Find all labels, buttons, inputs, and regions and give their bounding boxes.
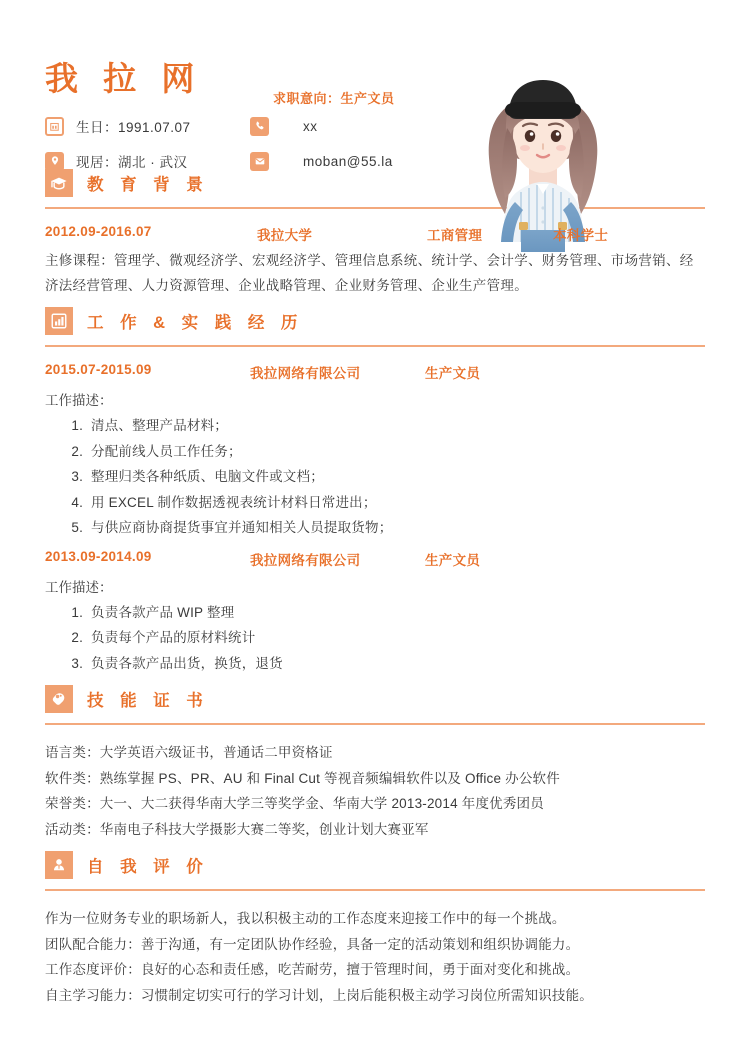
section-title-work: 工 作 & 实 践 经 历 <box>87 314 304 332</box>
work-desc-label: 工作描述： <box>45 393 113 408</box>
contact-birthday <box>45 116 250 136</box>
mouse-icon <box>45 685 73 713</box>
location-value: 现居：湖北 · 武汉 <box>76 155 188 170</box>
evaluation-line-intro: 作为一位财务专业的职场新人，我以积极主动的工作态度来迎接工作中的每一个挑战。 <box>45 911 566 926</box>
phone-value: xx <box>303 118 318 134</box>
calendar-icon <box>45 117 64 136</box>
work-entry-row <box>45 362 705 386</box>
work-entry <box>45 549 705 677</box>
phone-icon <box>250 117 269 136</box>
evaluation-line-attitude: 工作态度评价：良好的心态和责任感，吃苦耐劳，擅于管理时间，勇于面对变化和挑战。 <box>45 962 580 977</box>
education-period: 2012.09-2016.07 <box>45 224 152 239</box>
section-work <box>45 304 705 676</box>
education-degree: 本科学士 <box>553 228 609 243</box>
evaluation-line-teamwork: 团队配合能力：善于沟通，有一定团队协作经验，具备一定的活动策划和组织协调能力。 <box>45 936 580 952</box>
education-major: 工商管理 <box>427 228 483 243</box>
list-item: 5. 与供应商协商提货事宜并通知相关人员提取货物； <box>87 515 705 541</box>
work-desc-label: 工作描述： <box>45 579 113 595</box>
list-item: 3. 负责各款产品出货，换货，退货 <box>87 651 705 677</box>
section-title-evaluation: 自 我 评 价 <box>87 858 209 876</box>
section-body-work <box>45 360 705 676</box>
skill-line-software: 软件类：熟练掌握 PS、PR、AU 和 Final Cut 等视音频编辑软件以及 Office 办公软件 <box>45 770 560 786</box>
skill-line-activities: 活动类：华南电子科技大学摄影大赛二等奖，创业计划大赛亚军 <box>45 821 429 837</box>
section-header-skills <box>45 682 705 716</box>
skill-line-language: 语言类：大学英语六级证书，普通话二甲资格证 <box>45 745 333 760</box>
section-divider <box>45 345 705 347</box>
education-entry-row <box>45 224 705 248</box>
list-item: 3. 整理归类各种纸质、电脑文件或文档； <box>87 464 705 490</box>
work-task-list <box>45 413 705 541</box>
bar-chart-icon <box>45 307 73 335</box>
work-company: 我拉网络有限公司 <box>250 552 361 568</box>
birthday-value: 生日：1991.07.07 <box>76 120 191 135</box>
location-pin-icon <box>45 152 64 171</box>
work-company: 我拉网络有限公司 <box>250 366 361 381</box>
list-item: 4. 用 EXCEL 制作数据透视表统计材料日常进出； <box>87 490 705 516</box>
evaluation-line-learning: 自主学习能力：习惯制定切实可行的学习计划，上岗后能积极主动学习岗位所需知识技能。 <box>45 987 593 1003</box>
section-skills <box>45 682 705 842</box>
work-period: 2013.09-2014.09 <box>45 548 152 564</box>
section-body-evaluation <box>45 904 705 1008</box>
section-body-skills <box>45 738 705 842</box>
list-item: 1. 清点、整理产品材料； <box>87 413 705 439</box>
section-divider <box>45 889 705 891</box>
section-divider <box>45 723 705 725</box>
work-role: 生产文员 <box>425 552 481 568</box>
contact-phone <box>250 117 318 136</box>
contact-email <box>250 152 393 171</box>
page-title: 我 拉 网 <box>45 60 203 97</box>
work-role: 生产文员 <box>425 366 481 381</box>
education-courses: 主修课程：管理学、微观经济学、宏观经济学、管理信息系统、统计学、会计学、财务管理、市场营销、经济法经营管理、人力资源管理、企业战略管理、企业财务管理、企业生产管理。 <box>45 253 694 293</box>
list-item: 2. 分配前线人员工作任务； <box>87 439 705 465</box>
work-task-list <box>45 600 705 677</box>
section-evaluation <box>45 848 705 1008</box>
list-item: 1. 负责各款产品 WIP 整理 <box>87 600 705 626</box>
work-entry-row <box>45 549 705 573</box>
section-body-education <box>45 222 705 298</box>
user-icon <box>45 851 73 879</box>
list-item: 2. 负责每个产品的原材料统计 <box>87 625 705 651</box>
email-value: moban@55.la <box>303 153 393 169</box>
section-title-skills: 技 能 证 书 <box>87 692 209 710</box>
section-header-evaluation <box>45 848 705 882</box>
work-period: 2015.07-2015.09 <box>45 362 152 377</box>
resume-header <box>45 0 705 170</box>
mail-icon <box>250 152 269 171</box>
work-entry <box>45 362 705 541</box>
section-header-work <box>45 304 705 338</box>
skill-line-honors: 荣誉类：大一、大二获得华南大学三等奖学金、华南大学 2013-2014 年度优秀团员 <box>45 796 544 811</box>
section-title-education: 教 育 背 景 <box>87 176 209 194</box>
job-objective: 求职意向：生产文员 <box>273 91 395 106</box>
education-school: 我拉大学 <box>257 228 313 243</box>
contact-location <box>45 151 250 171</box>
